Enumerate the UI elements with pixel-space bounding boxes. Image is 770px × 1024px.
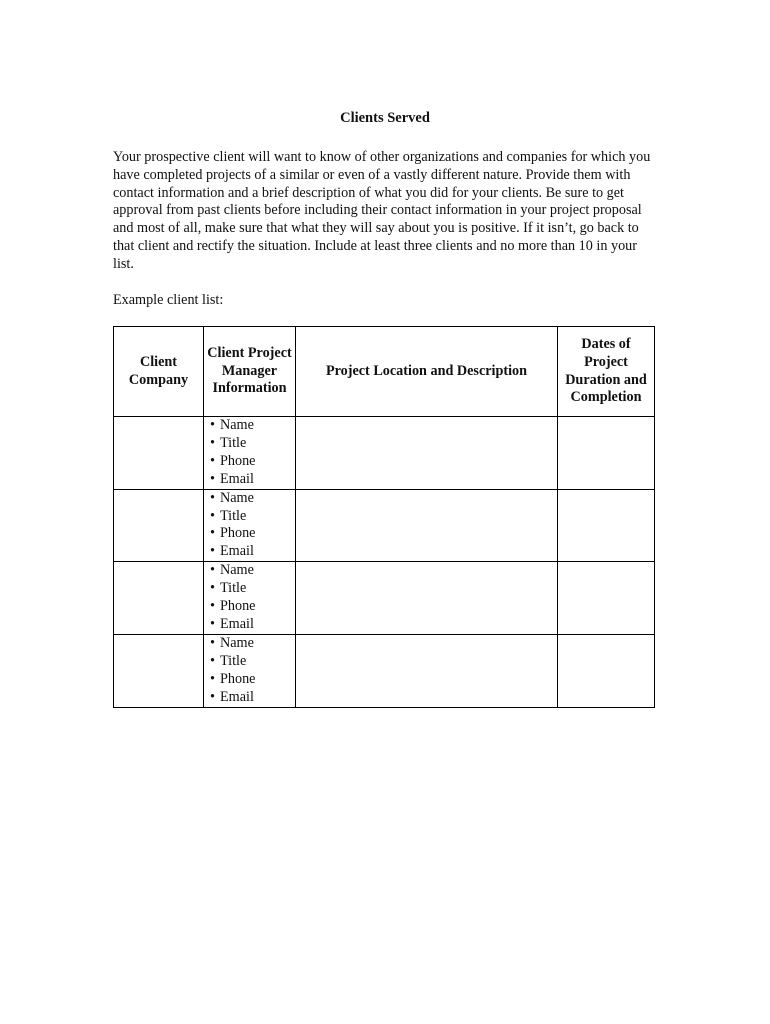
document-title: Clients Served: [340, 110, 430, 126]
contact-field-title: • Title: [210, 435, 295, 453]
intro-paragraph: Your prospective client will want to know of other organizations and companies for which you have completed projects of a similar or even of a vastly different nature. Provide them with contact information and a brief description of what you did for your clients. Be sure to get approval from past clients before including their contact information in your project proposal and most of all, make sure that what they will say about you is positive. If it isn’t, go back to that client and rectify the situation. Include at least three clients and no more than 10 in your list.: [113, 149, 651, 272]
contact-field-list: [204, 490, 295, 562]
dates-cell: [558, 417, 655, 490]
table-row: [114, 562, 655, 635]
header-dates: Dates of Project Duration and Completion: [558, 327, 655, 417]
example-list-label: Example client list:: [113, 292, 224, 308]
contact-field-email: • Email: [210, 689, 295, 707]
client-company-cell: [114, 634, 204, 707]
contact-field-phone: • Phone: [210, 525, 295, 543]
project-manager-cell: [204, 562, 296, 635]
project-manager-cell: [204, 417, 296, 490]
description-cell: [296, 489, 558, 562]
table-header-row: [114, 327, 655, 417]
dates-cell: [558, 489, 655, 562]
contact-field-name: • Name: [210, 562, 295, 580]
dates-cell: [558, 634, 655, 707]
contact-field-name: • Name: [210, 417, 295, 435]
contact-field-email: • Email: [210, 543, 295, 561]
contact-field-phone: • Phone: [210, 453, 295, 471]
project-manager-cell: [204, 489, 296, 562]
header-client-company: Client Company: [114, 327, 204, 417]
dates-cell: [558, 562, 655, 635]
contact-field-title: • Title: [210, 580, 295, 598]
contact-field-phone: • Phone: [210, 598, 295, 616]
description-cell: [296, 634, 558, 707]
contact-field-phone: • Phone: [210, 671, 295, 689]
description-cell: [296, 417, 558, 490]
table-row: [114, 489, 655, 562]
table-row: [114, 634, 655, 707]
contact-field-name: • Name: [210, 490, 295, 508]
contact-field-list: [204, 635, 295, 707]
contact-field-email: • Email: [210, 616, 295, 634]
client-company-cell: [114, 489, 204, 562]
header-project-manager: Client Project Manager Information: [204, 327, 296, 417]
client-list-table: [113, 326, 655, 708]
contact-field-list: [204, 562, 295, 634]
header-location-description: Project Location and Description: [296, 327, 558, 417]
description-cell: [296, 562, 558, 635]
contact-field-email: • Email: [210, 471, 295, 489]
contact-field-list: [204, 417, 295, 489]
contact-field-title: • Title: [210, 508, 295, 526]
project-manager-cell: [204, 634, 296, 707]
contact-field-name: • Name: [210, 635, 295, 653]
client-company-cell: [114, 562, 204, 635]
table-row: [114, 417, 655, 490]
contact-field-title: • Title: [210, 653, 295, 671]
client-company-cell: [114, 417, 204, 490]
